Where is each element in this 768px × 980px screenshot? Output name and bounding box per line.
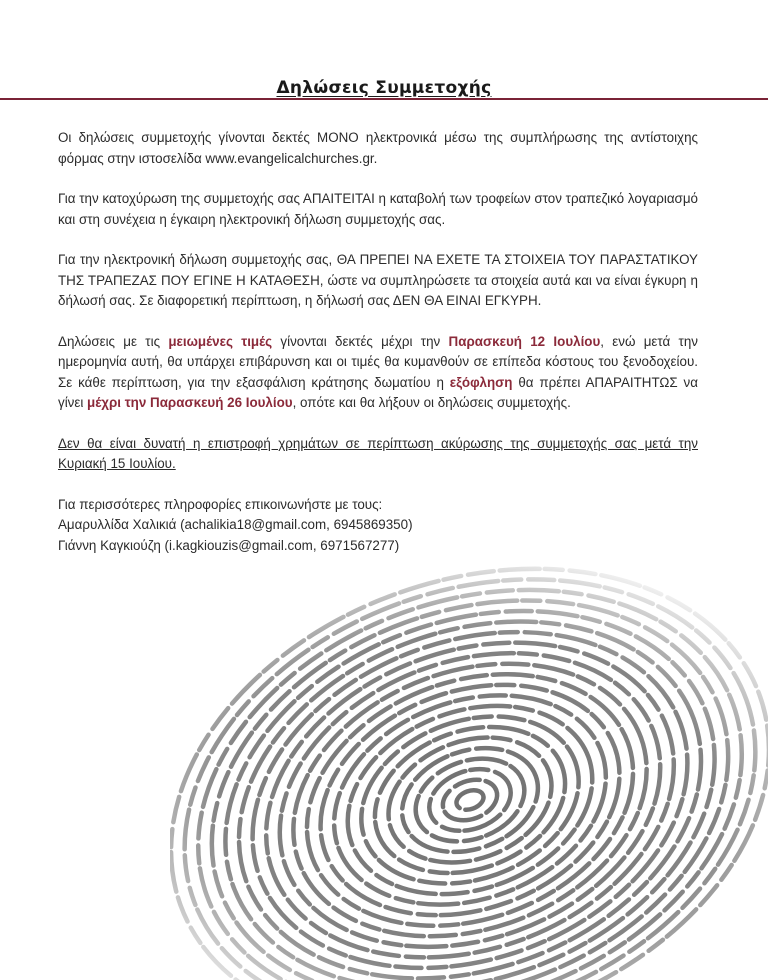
deadline-text: Δηλώσεις με τις xyxy=(58,333,169,349)
document-body xyxy=(58,128,698,556)
contact-intro: Για περισσότερες πληροφορίες επικοινωνήστε με τους: xyxy=(58,496,383,512)
contact-person-1: Αμαρυλλίδα Χαλικιά (achalikia18@gmail.com, 6945869350) xyxy=(58,517,413,532)
deadline-text: θα πρέπει ΑΠΑΡΑΙΤΗΤΩΣ να γίνει xyxy=(58,374,698,410)
contact-info xyxy=(58,495,698,557)
header-divider xyxy=(0,98,768,100)
settlement-highlight: εξόφληση xyxy=(449,374,513,390)
fingerprint-graphic xyxy=(170,560,768,980)
reduced-prices-highlight: μειωμένες τιμές xyxy=(168,333,273,349)
paragraph-bank-receipt: Για την ηλεκτρονική δήλωση συμμετοχής σας, ΘΑ ΠΡΕΠΕΙ ΝΑ ΕΧΕΤΕ ΤΑ ΣΤΟΙΧΕΙΑ ΤΟΥ ΠΑΡΑΣΤΑΤΙΚΟΥ ΤΗΣ ΤΡΑΠΕΖΑΣ ΠΟΥ ΕΓΙΝΕ Η ΚΑΤΑΘΕΣΗ, ώστε να συμπληρώσετε τα στοιχεία αυτά και να είναι έγκυρη η δήλωσή σας. Σε διαφορετική περίπτωση, η δήλωσή σας ΔΕΝ ΘΑ ΕΙΝΑΙ ΕΓΚΥΡΗ. xyxy=(58,252,698,308)
contact-person-2: Γιάννη Καγκιούζη (i.kagkiouzis@gmail.com, 6971567277) xyxy=(58,537,400,553)
final-deadline-highlight: μέχρι την Παρασκευή 26 Ιουλίου xyxy=(87,395,293,410)
paragraph-payment-requirement: Για την κατοχύρωση της συμμετοχής σας ΑΠΑΙΤΕΙΤΑΙ η καταβολή των τροφείων στον τραπεζικό λογαριασμό και στη συνέχεια η έγκαιρη ηλεκτρονική δήλωση συμμετοχής σας. xyxy=(58,191,698,227)
paragraph-submission-online: Οι δηλώσεις συμμετοχής γίνονται δεκτές ΜΟΝΟ ηλεκτρονικά μέσω της συμπλήρωσης της αντίστοιχης φόρμας στην ιστοσελίδα www.evangelicalchurches.gr. xyxy=(58,130,698,166)
page-title-text: Δηλώσεις Συμμετοχής xyxy=(276,78,492,98)
page-title xyxy=(0,78,768,98)
paragraph-refund-policy: Δεν θα είναι δυνατή η επιστροφή χρημάτων σε περίπτωση ακύρωσης της συμμετοχής σας μετά την Κυριακή 15 Ιουλίου. xyxy=(58,435,698,471)
paragraph-deadlines xyxy=(58,332,698,414)
first-deadline-highlight: Παρασκευή 12 Ιουλίου xyxy=(448,333,601,349)
deadline-text: , ενώ μετά την ημερομηνία αυτή, θα υπάρχει επιβάρυνση και οι τιμές θα κυμανθούν σε επίπεδα κόστους του ξενοδοχείου. Σε κάθε περίπτωση, για την εξασφάλιση κράτησης δωματίου η xyxy=(58,333,698,390)
deadline-text: , οπότε και θα λήξουν οι δηλώσεις συμμετοχής. xyxy=(292,395,571,410)
deadline-text: γίνονται δεκτές μέχρι την xyxy=(272,333,449,349)
